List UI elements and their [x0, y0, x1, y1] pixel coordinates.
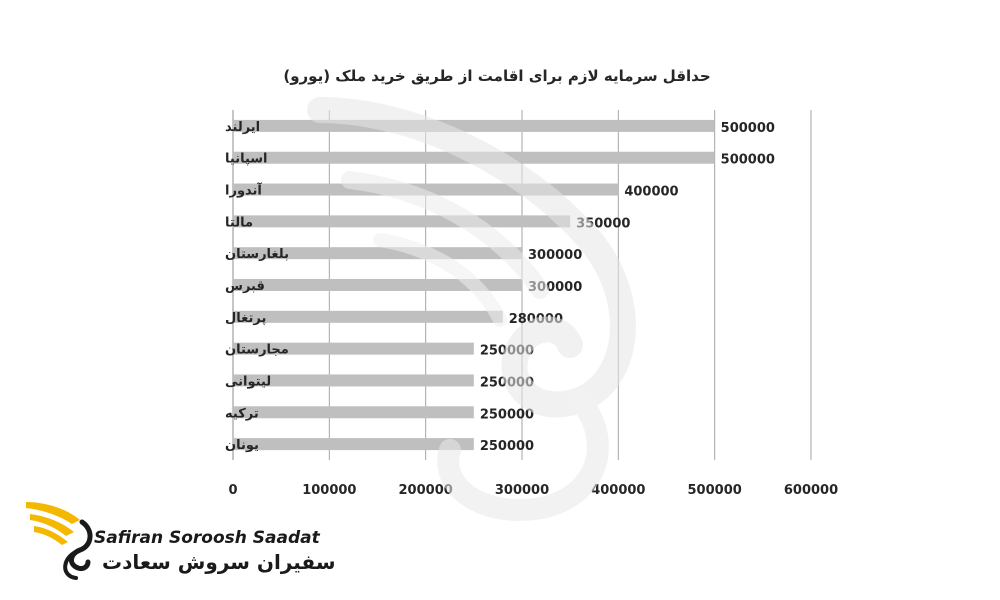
category-label: یونان	[225, 438, 259, 454]
category-label: مجارستان	[225, 342, 289, 358]
category-label: ترکیه	[225, 406, 259, 422]
data-label: 280000	[508, 311, 564, 327]
category-label: پرتغال	[225, 310, 267, 326]
category-label: مالتا	[225, 215, 253, 231]
watermark-swirl-icon	[260, 70, 680, 530]
x-tick-label: 0	[228, 483, 238, 498]
data-label: 350000	[576, 216, 631, 232]
data-label: 250000	[479, 407, 535, 423]
category-label: اسپانیا	[225, 151, 268, 167]
winged-s-logo-icon	[22, 494, 102, 584]
data-label: 400000	[624, 184, 679, 200]
category-label: بلغارستان	[225, 247, 289, 263]
brand-name-fa: سفیران سروش سعادت	[102, 550, 336, 574]
brand-logo	[22, 494, 336, 584]
x-tick-label: 100000	[302, 483, 357, 498]
x-tick-label: 500000	[687, 483, 742, 498]
x-tick-label: 400000	[591, 483, 646, 498]
x-tick-label: 200000	[398, 483, 453, 498]
data-label: 250000	[479, 375, 535, 391]
category-label: لیتوانی	[225, 374, 272, 390]
brand-name-en: Safiran Soroosh Saadat	[94, 528, 320, 548]
data-label: 300000	[528, 248, 583, 264]
data-label: 250000	[479, 343, 535, 359]
category-label: ایرلند	[225, 119, 261, 135]
category-label: آندورا	[225, 183, 262, 199]
data-label: 500000	[720, 152, 775, 168]
data-label: 300000	[528, 280, 583, 295]
chart-title: حداقل سرمایه لازم برای اقامت از طریق خرید ملک (یورو)	[283, 67, 711, 85]
data-label: 250000	[479, 439, 535, 455]
x-tick-label: 300000	[494, 483, 550, 498]
x-tick-label: 600000	[783, 483, 839, 498]
category-label: قبرس	[225, 279, 265, 294]
data-label: 500000	[720, 120, 775, 136]
